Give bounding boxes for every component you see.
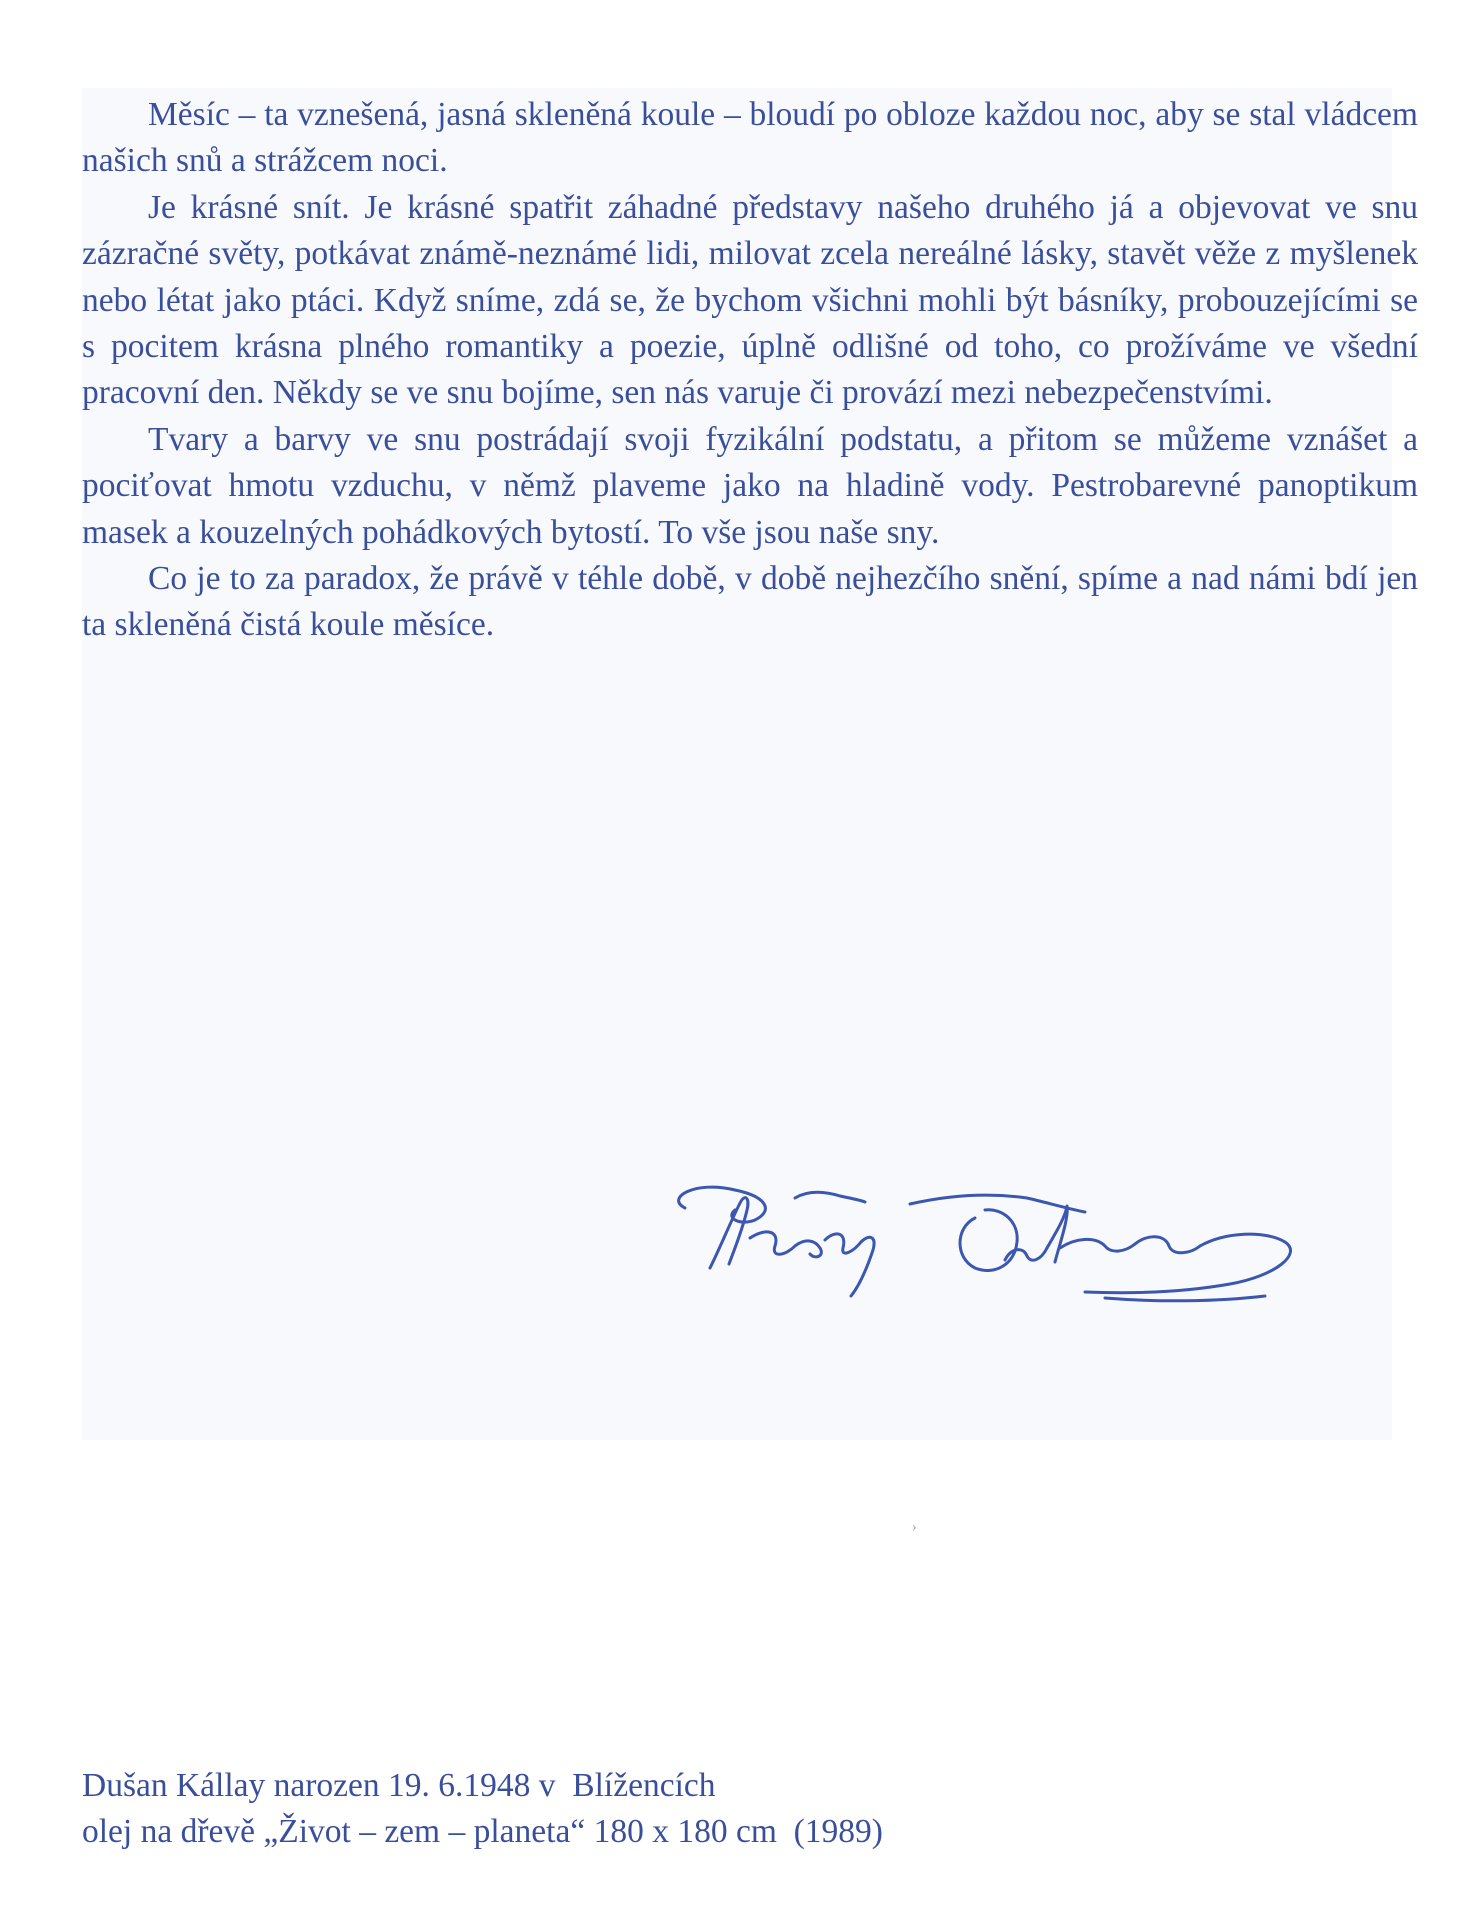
caption-line-2: olej na dřevě „Život – zem – planeta“ 180 x 180 cm (1989) <box>82 1813 883 1850</box>
paragraph-3: Tvary a barvy ve snu postrádají svoji fyzikální podstatu, a přitom se můžeme vznášet a pociťovat hmotu vzduchu, v němž plaveme jako na hladině vody. Pestrobarevné panoptikum masek a kouzelných pohádkových bytostí. To vše jsou naše sny. <box>82 420 1418 551</box>
paragraph-2: Je krásné snít. Je krásné spatřit záhadné představy našeho druhého já a objevovat ve snu zázračné světy, potkávat známě-neznámé lidi, milovat zcela nereálné lásky, stavět věže z myšlenek nebo létat jako ptáci. Když sníme, zdá se, že bychom všichni mohli být básníky, probouzejícími se s pocitem krásna plného romantiky a poezie, úplně odlišné od toho, co prožíváme ve všední pracovní den. Někdy se ve snu bojíme, sen nás varuje či provází mezi nebezpečenstvími. <box>82 188 1418 412</box>
paragraph-4: Co je to za paradox, že právě v téhle době, v době nejhezčího snění, spíme a nad námi bdí jen ta skleněná čistá koule měsíce. <box>82 560 1418 644</box>
handwritten-signature <box>655 1168 1375 1348</box>
paragraph-1: Měsíc – ta vznešená, jasná skleněná koule – bloudí po obloze každou noc, aby se stal vládcem našich snů a strážcem noci. <box>82 96 1418 180</box>
scan-speck-mark: › <box>912 1520 917 1535</box>
caption-line-1: Dušan Kállay narozen 19. 6.1948 v Blížencích <box>82 1767 716 1804</box>
body-text <box>82 92 1418 649</box>
artwork-caption <box>82 1763 883 1855</box>
